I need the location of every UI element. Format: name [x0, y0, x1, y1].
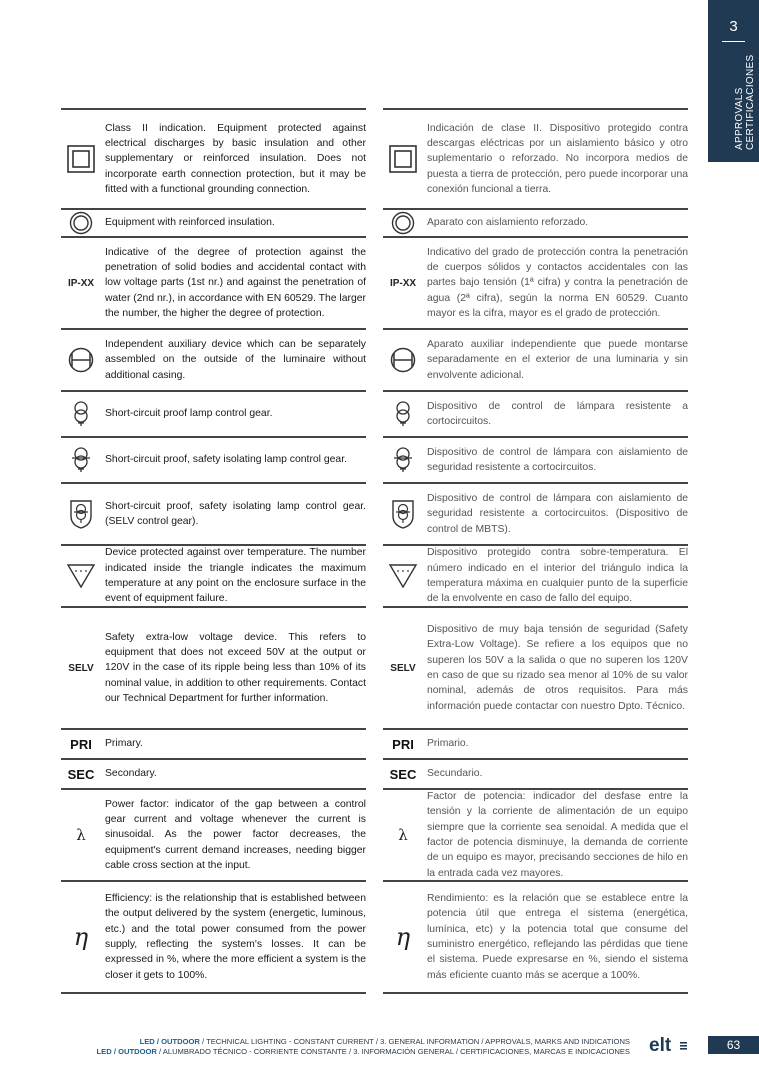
elt-logo [649, 1034, 689, 1054]
symbol-label-text: λ [76, 826, 86, 844]
symbol-label [383, 663, 423, 674]
symbol-description: Secundario. [427, 768, 483, 780]
symbol-row [61, 882, 366, 994]
symbol-row [383, 484, 688, 546]
symbol-description: Primario. [427, 738, 469, 750]
independent-auxiliary-device-icon [383, 347, 423, 373]
symbol-row [61, 392, 366, 438]
class-ii-double-square-icon [383, 144, 423, 174]
symbol-row [61, 790, 366, 882]
symbol-description: Indicativo del grado de protección contra la penetración de cuerpos sólidos y contactos accidentales con las partes bajo tensión (1ª cifra) y contra la penetración de agua (2ª cifra), según la norma EN 60529. Cuanto mayor es la cifra, mayor es el grado de protección. [427, 246, 688, 319]
symbol-label [383, 737, 423, 752]
symbol-label-text: PRI [392, 736, 414, 752]
independent-auxiliary-device-icon [61, 347, 101, 373]
symbol-description: Indicación de clase II. Dispositivo protegido contra descargas eléctricas por un aislamiento básico y otro suplementario o reforzado. No incorpora medios de puesta a tierra de protección, pero puede incorporar una conexión funcional a tierra. [427, 122, 688, 195]
symbol-label [383, 278, 423, 289]
section-number: 3 [729, 18, 738, 35]
symbol-description: Dispositivo protegido contra sobre-temperatura. El número indicado en el interior del triángulo indica la temperatura máxima en cualquier punto de la superficie de la envolvente en caso de fallo del equipo. [427, 547, 688, 605]
symbol-row [61, 608, 366, 730]
page-number: 63 [708, 1036, 759, 1054]
section-divider [722, 41, 745, 42]
symbol-row [383, 438, 688, 484]
symbol-row [383, 330, 688, 392]
footer-brand: LED / OUTDOOR [139, 1037, 200, 1046]
over-temperature-triangle-icon [61, 563, 101, 589]
symbol-row [61, 546, 366, 608]
safety-isolating-transformer-icon [383, 446, 423, 474]
symbol-description: Dispositivo de muy baja tensión de seguridad (Safety Extra-Low Voltage). Se refiere a los equipos que no superen los 50V a la salida o que no superen los 120V en caso de que su rizado sea menor al 10% de su valor nominal, además de otros requisitos. Para más información puede contactar con nuestro Dpto. Técnico. [427, 624, 688, 712]
symbol-row [383, 110, 688, 210]
svg-text:elt: elt [649, 1035, 672, 1054]
symbol-description: Primary. [105, 738, 143, 750]
symbol-row [61, 760, 366, 790]
symbol-label-text: SEC [67, 766, 95, 782]
selv-shield-transformer-icon [383, 498, 423, 530]
symbol-row [383, 730, 688, 760]
symbol-row [61, 330, 366, 392]
symbol-description: Equipment with reinforced insulation. [105, 217, 275, 229]
over-temperature-triangle-icon [383, 563, 423, 589]
symbol-row [383, 760, 688, 790]
symbol-row [61, 238, 366, 330]
short-circuit-proof-transformer-icon [61, 400, 101, 428]
reinforced-insulation-circle-icon [383, 211, 423, 235]
symbol-row [61, 484, 366, 546]
symbol-description: Secondary. [105, 768, 157, 780]
symbol-label [383, 767, 423, 782]
symbol-description: Class II indication. Equipment protected against electrical discharges by basic insulation and other supplementary or reinforced insulation. Does not incorporate earth connection protection, but it may be fitted with a functional grounding connection. [105, 122, 366, 195]
symbol-label-text: SELV [390, 662, 416, 674]
symbol-description: Factor de potencia: indicador del desfase entre la tensión y la corriente de alimentación de un equipo siempre que la corriente sea senoidal. A medida que el factor de potencia disminuye, la demanda de corriente de un equipo es mayor, precisando secciones de hilo en la entrada cada vez mayores. [427, 791, 688, 879]
safety-isolating-transformer-icon [61, 446, 101, 474]
section-tab [708, 0, 759, 162]
symbol-label-text: η [73, 923, 89, 951]
symbol-label-text: SELV [68, 662, 94, 674]
symbol-label [61, 767, 101, 782]
symbol-label [61, 923, 101, 951]
section-title-en: APPROVALS [734, 87, 745, 150]
symbol-description: Efficiency: is the relationship that is established between the output delivered by the system (energetic, luminous, etc.) and the total power consumed from the power supply, reflecting the system's losses. It can be expressed in %, where the more efficient a system is the closer it gets to 100%. [105, 893, 366, 981]
symbol-row [61, 110, 366, 210]
symbol-description: Dispositivo de control de lámpara con aislamiento de seguridad resistente a cortocircuitos. [427, 446, 688, 473]
symbol-label [61, 826, 101, 844]
selv-shield-transformer-icon [61, 498, 101, 530]
symbol-label [383, 923, 423, 951]
symbol-description: Dispositivo de control de lámpara resistente a cortocircuitos. [427, 400, 688, 427]
footer-path: / TECHNICAL LIGHTING - CONSTANT CURRENT / 3. GENERAL INFORMATION / APPROVALS, MARKS AND INDICATIONS [199, 1037, 630, 1046]
symbol-description: Power factor: indicator of the gap between a control gear current and voltage whenever the current is sinusoidal. As the power factor decreases, the equipment's current demand increases, needing bigger cable cross section at the input. [105, 798, 366, 871]
symbol-description: Aparato auxiliar independiente que puede montarse separadamente en el exterior de una luminaria y sin envolvente adicional. [427, 339, 688, 381]
symbol-label [61, 737, 101, 752]
symbol-row [383, 608, 688, 730]
footer-breadcrumb [97, 1037, 630, 1056]
symbol-row [383, 392, 688, 438]
symbol-description: Aparato con aislamiento reforzado. [427, 217, 589, 229]
symbol-label-text: SEC [389, 766, 417, 782]
symbol-label [61, 278, 101, 289]
symbol-description: Dispositivo de control de lámpara con aislamiento de seguridad resistente a cortocircuitos. (Dispositivo de control de MBTS). [427, 493, 688, 535]
symbol-description: Short-circuit proof lamp control gear. [105, 408, 273, 420]
symbol-description: Short-circuit proof, safety isolating lamp control gear. [105, 454, 347, 466]
symbol-row [383, 238, 688, 330]
symbol-row [61, 730, 366, 760]
symbol-label-text: IP-XX [389, 277, 417, 289]
symbol-label-text: λ [398, 826, 408, 844]
footer-path: / ALUMBRADO TÉCNICO - CORRIENTE CONSTANTE / 3. INFORMACIÓN GENERAL / CERTIFICACIONES, MARCAS E INDICACIONES [156, 1046, 630, 1056]
footer-brand: LED / OUTDOOR [96, 1046, 157, 1056]
symbol-row [61, 210, 366, 238]
symbol-label [61, 663, 101, 674]
symbol-description: Device protected against over temperature. The number indicated inside the triangle indicates the maximum temperature at any point on the enclosure surface in the event of equipment failure. [105, 547, 366, 605]
symbol-description: Independent auxiliary device which can be separately assembled on the outside of the luminaire without additional casing. [105, 339, 366, 381]
english-column [61, 108, 366, 994]
reinforced-insulation-circle-icon [61, 211, 101, 235]
symbol-description: Short-circuit proof, safety isolating lamp control gear. (SELV control gear). [105, 500, 366, 527]
symbol-label-text: PRI [70, 736, 92, 752]
section-title-es: CERTIFICACIONES [745, 54, 756, 150]
symbol-description: Indicative of the degree of protection against the penetration of solid bodies and accidental contact with low voltage parts (1st nr.) and against the penetration of water (2nd nr.), in accordance with EN 60529. The larger the number, the higher the degree of protection. [105, 246, 366, 319]
symbol-description: Rendimiento: es la relación que se establece entre la potencia útil que entrega el sistema (energética, lumínica, etc) y la potencia total que consume del suministro energético, reflejando las pérdidas que tiene el sistema. Puede expresarse en %, siendo el sistema más eficiente cuanto más se acerque a 100%. [427, 893, 688, 981]
symbol-label-text: η [395, 923, 411, 951]
section-title [734, 55, 756, 150]
class-ii-double-square-icon [61, 144, 101, 174]
footer-line-es [97, 1047, 630, 1057]
symbol-label-text: IP-XX [67, 277, 95, 289]
symbol-label [383, 826, 423, 844]
symbol-row [383, 546, 688, 608]
symbol-row [383, 210, 688, 238]
symbol-row [383, 882, 688, 994]
symbol-row [383, 790, 688, 882]
symbol-description: Safety extra-low voltage device. This refers to equipment that does not exceed 50V at the output or 120V in the case of its ripple being less than 10% of its nominal value, in addition to other requirements. Contact our Technical Department for further information. [105, 631, 366, 704]
short-circuit-proof-transformer-icon [383, 400, 423, 428]
footer-line-en [97, 1037, 630, 1047]
symbol-row [61, 438, 366, 484]
spanish-column [383, 108, 688, 994]
